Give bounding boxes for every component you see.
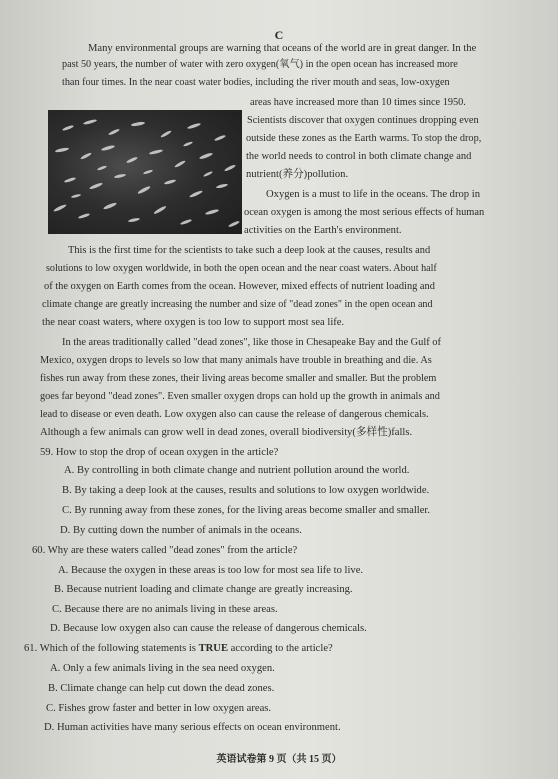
question-60-option-a[interactable]: A. Because the oxygen in these areas is too low for most sea life to live.: [58, 565, 364, 576]
question-60-option-d[interactable]: D. Because low oxygen also can cause the release of dangerous chemicals.: [50, 623, 367, 634]
passage-line: In the areas traditionally called "dead zones", like those in Chesapeake Bay and the Gulf of: [62, 337, 441, 348]
passage-line: than four times. In the near coast water bodies, including the river mouth and seas, low-oxygen: [62, 77, 450, 88]
fish-school-illustration: [48, 110, 242, 234]
question-59-stem: 59. How to stop the drop of ocean oxygen in the article?: [40, 447, 279, 458]
question-59-option-a[interactable]: A. By controlling in both climate change and nutrient pollution around the world.: [64, 465, 410, 476]
passage-line: Scientists discover that oxygen continues dropping even: [247, 115, 479, 126]
question-61-option-c[interactable]: C. Fishes grow faster and better in low oxygen areas.: [46, 703, 272, 714]
passage-line: the near coast waters, where oxygen is too low to support most sea life.: [42, 317, 345, 328]
page-footer: 英语试卷第 9 页（共 15 页）: [216, 754, 342, 765]
question-61-option-b[interactable]: B. Climate change can help cut down the dead zones.: [48, 683, 275, 694]
passage-line: lead to disease or even death. Low oxygen also can cause the release of dangerous chemicals.: [40, 409, 429, 420]
passage-line: Oxygen is a must to life in the oceans. The drop in: [266, 189, 480, 200]
passage-line: activities on the Earth's environment.: [244, 225, 402, 236]
passage-line: past 50 years, the number of water with zero oxygen(氧气) in the open ocean has increased more: [62, 59, 458, 70]
passage-line: areas have increased more than 10 times since 1950.: [250, 97, 466, 108]
passage-line: goes far beyond "dead zones". Even smaller oxygen drops can hold up the growth in animals and: [40, 391, 440, 402]
passage-line: ocean oxygen is among the most serious effects of human: [244, 207, 485, 218]
passage-line: nutrient(养分)pollution.: [246, 169, 349, 180]
section-label: C: [274, 28, 284, 42]
passage-line: climate change are greatly increasing the number and size of "dead zones" in the open ocean and: [42, 299, 433, 310]
question-61-stem-prefix: 61. Which of the following statements is: [24, 643, 199, 654]
passage-line: Many environmental groups are warning that oceans of the world are in great danger. In the: [88, 43, 477, 54]
question-61-stem-suffix: according to the article?: [228, 643, 333, 654]
question-60-option-b[interactable]: B. Because nutrient loading and climate change are greatly increasing.: [54, 584, 353, 595]
passage-line: fishes run away from these zones, their living areas become smaller and smaller. But the problem: [40, 373, 437, 384]
passage-line: outside these zones as the Earth warms. To stop the drop,: [246, 133, 482, 144]
question-59-option-d[interactable]: D. By cutting down the number of animals in the oceans.: [60, 525, 302, 536]
passage-line: Mexico, oxygen drops to levels so low that many animals have trouble in breathing and die. As: [40, 355, 432, 366]
question-61-option-a[interactable]: A. Only a few animals living in the sea need oxygen.: [50, 663, 275, 674]
passage-line: the world needs to control in both climate change and: [246, 151, 472, 162]
passage-line: Although a few animals can grow well in dead zones, overall biodiversity(多样性)falls.: [40, 427, 413, 438]
question-61-stem: [24, 642, 333, 656]
question-61-option-d[interactable]: D. Human activities have many serious effects on ocean environment.: [44, 722, 341, 733]
fish-school-photo: [48, 110, 242, 234]
question-61-stem-emphasis: TRUE: [198, 643, 229, 654]
passage-line: solutions to low oxygen worldwide, in both the open ocean and the near coast waters. About half: [46, 263, 437, 274]
passage-line: This is the first time for the scientists to take such a deep look at the causes, results and: [68, 245, 431, 256]
passage-line: of the oxygen on Earth comes from the ocean. However, mixed effects of nutrient loading and: [44, 281, 435, 292]
question-60-stem: 60. Why are these waters called "dead zones" from the article?: [32, 545, 298, 556]
question-59-option-b[interactable]: B. By taking a deep look at the causes, results and solutions to low oxygen worldwide.: [62, 485, 430, 496]
question-60-option-c[interactable]: C. Because there are no animals living in these areas.: [52, 604, 278, 615]
question-59-option-c[interactable]: C. By running away from these zones, for the living areas become smaller and smaller.: [62, 505, 431, 516]
